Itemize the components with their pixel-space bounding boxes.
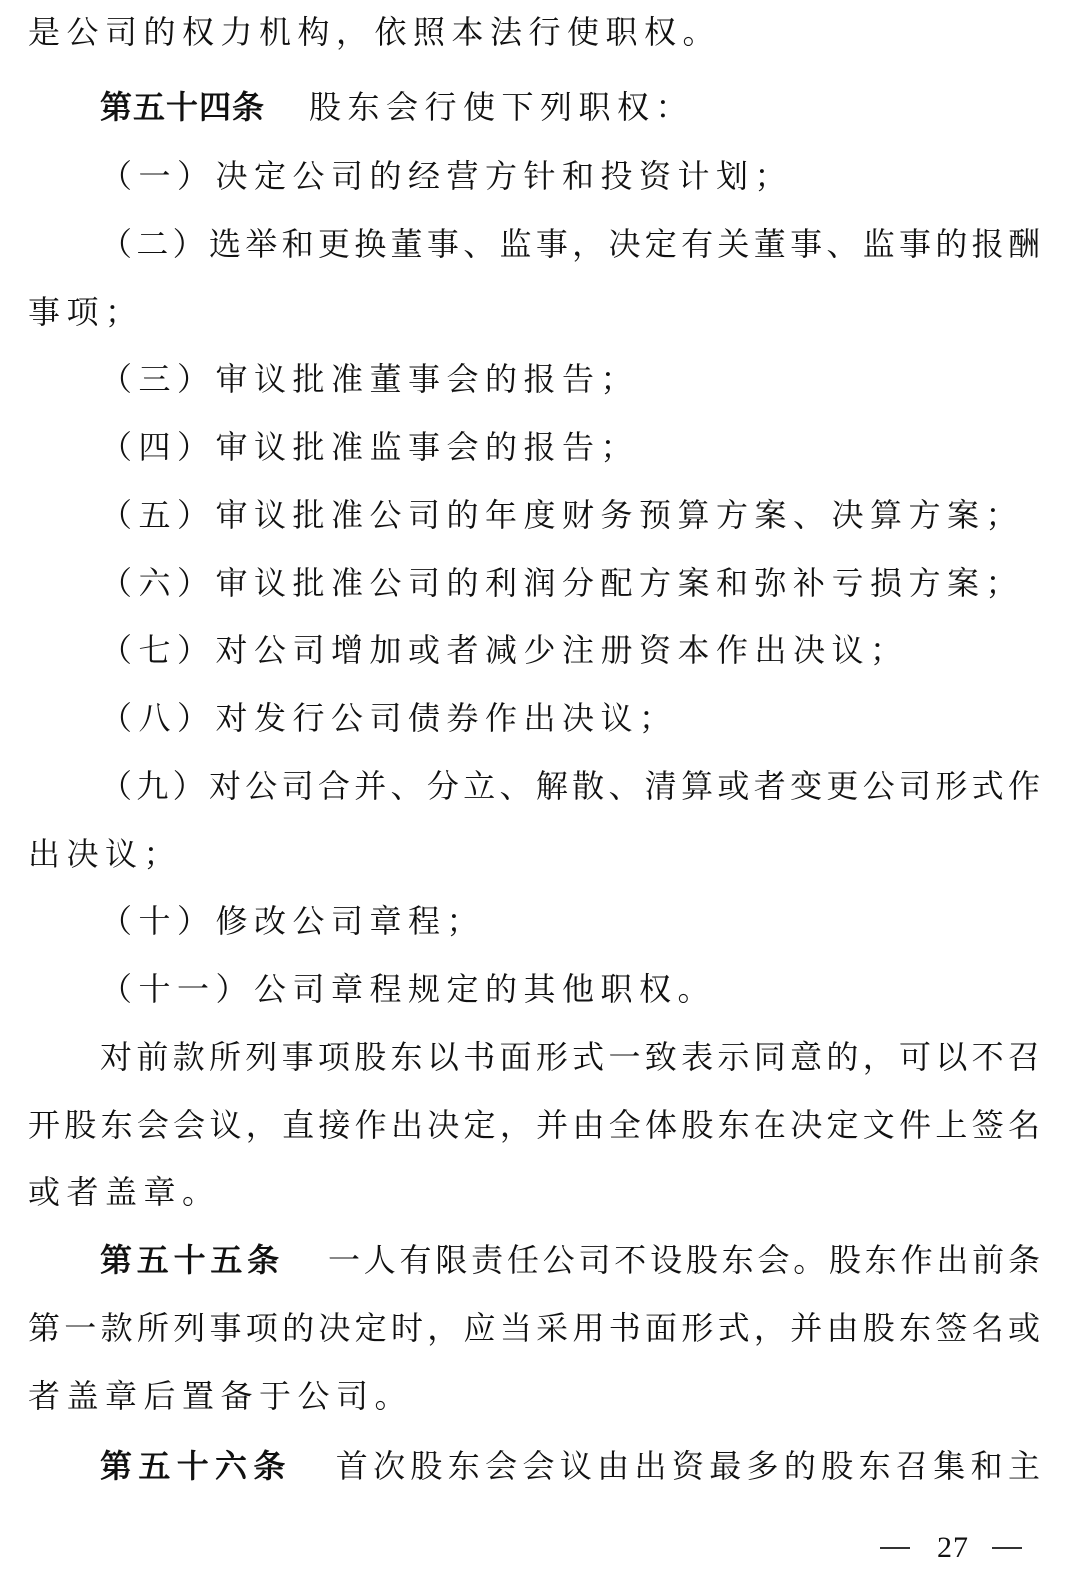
text-line: （三）审议批准董事会的报告；: [100, 360, 640, 398]
text-line: 对前款所列事项股东以书面形式一致表示同意的，可以不召: [100, 1038, 1040, 1076]
article-54-line: [100, 87, 1040, 127]
text-line: （六）审议批准公司的利润分配方案和弥补亏损方案；: [100, 564, 1025, 602]
text-line: （二）选举和更换董事、监事，决定有关董事、监事的报酬: [100, 225, 1040, 263]
text-line: 股东会行使下列职权：: [309, 88, 695, 126]
text-line: （七）对公司增加或者减少注册资本作出决议；: [100, 631, 909, 669]
article-56-line: [100, 1446, 1040, 1486]
text-line: （十）修改公司章程；: [100, 902, 486, 940]
article-heading: 第五十六条: [100, 1447, 292, 1485]
text-line: 出决议；: [28, 835, 183, 873]
article-heading: 第五十五条: [100, 1241, 284, 1279]
text-line: 开股东会会议，直接作出决定，并由全体股东在决定文件上签名: [28, 1106, 1040, 1144]
footer-dash-right: [992, 1547, 1022, 1549]
text-line: 或者盖章。: [28, 1173, 221, 1211]
text-line: 事项；: [28, 293, 144, 331]
text-line: 第一款所列事项的决定时，应当采用书面形式，并由股东签名或: [28, 1309, 1040, 1347]
page-number: 27: [937, 1531, 969, 1564]
text-line: （五）审议批准公司的年度财务预算方案、决算方案；: [100, 496, 1025, 534]
text-line: 一人有限责任公司不设股东会。股东作出前条: [327, 1241, 1040, 1279]
text-line: （十一）公司章程规定的其他职权。: [100, 970, 717, 1008]
footer-dash-left: [880, 1547, 910, 1549]
text-line: （四）审议批准监事会的报告；: [100, 428, 640, 466]
article-55-line: [100, 1240, 1040, 1280]
text-line: 是公司的权力机构，依照本法行使职权。: [28, 13, 722, 51]
article-heading: 第五十四条: [100, 88, 266, 126]
text-line: 首次股东会会议由出资最多的股东召集和主: [335, 1447, 1040, 1485]
text-line: 者盖章后置备于公司。: [28, 1377, 414, 1415]
text-line: （一）决定公司的经营方针和投资计划；: [100, 157, 794, 195]
text-line: （九）对公司合并、分立、解散、清算或者变更公司形式作: [100, 767, 1040, 805]
text-line: （八）对发行公司债券作出决议；: [100, 699, 678, 737]
page-footer: [0, 1528, 1080, 1568]
